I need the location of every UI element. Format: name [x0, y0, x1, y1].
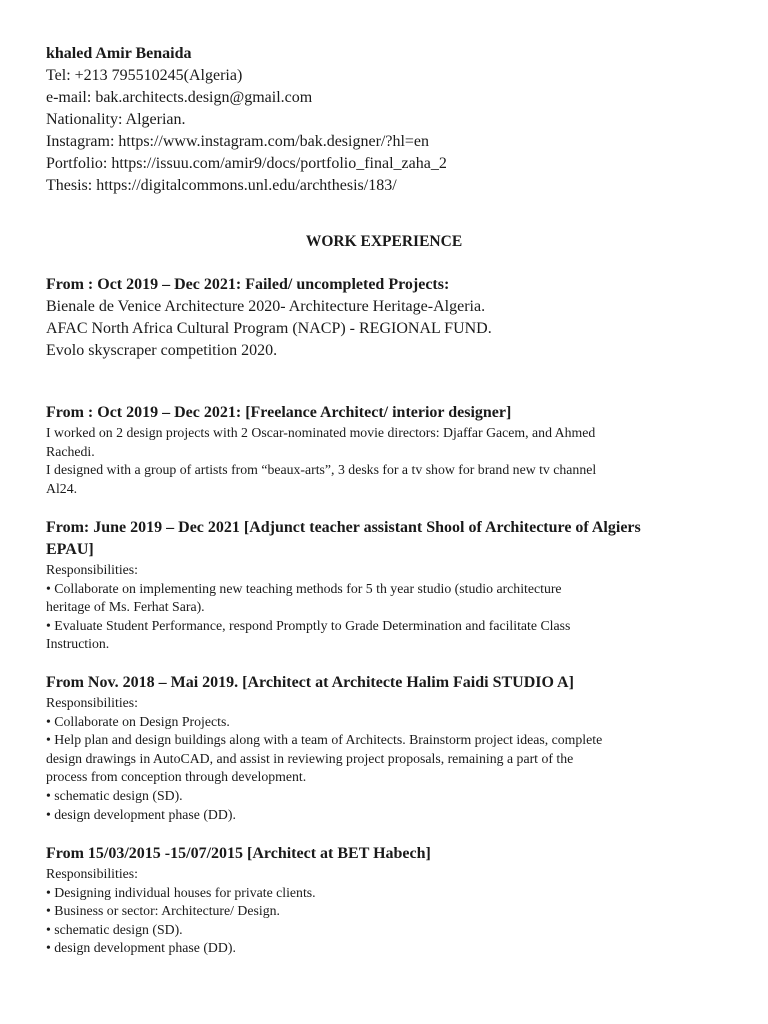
experience-line: • schematic design (SD). [46, 787, 183, 803]
experience-line: Responsibilities: [46, 695, 138, 710]
experience-line: • Help plan and design buildings along with a team of Architects. Brainstorm project ideas, complete [46, 732, 603, 748]
experience-line: • design development phase (DD). [46, 940, 236, 956]
experience-line: heritage of Ms. Ferhat Sara). [46, 599, 205, 615]
experience-line: • Evaluate Student Performance, respond Promptly to Grade Determination and facilitate Class [46, 617, 571, 633]
thesis-line: Thesis: https://digitalcommons.unl.edu/archthesis/183/ [46, 177, 397, 194]
experience-entry [46, 843, 706, 958]
experience-line: Al24. [46, 480, 78, 496]
experience-entry [46, 402, 706, 498]
instagram-line: Instagram: https://www.instagram.com/bak.designer/?hl=en [46, 133, 430, 150]
experience-line: • design development phase (DD). [46, 806, 236, 822]
experience-line: I designed with a group of artists from “beaux-arts”, 3 desks for a tv show for brand new tv channel [46, 462, 597, 478]
experience-title: From Nov. 2018 – Mai 2019. [Architect at Architecte Halim Faidi STUDIO A] [46, 674, 574, 691]
experience-entry [46, 274, 706, 362]
experience-line: Evolo skyscraper competition 2020. [46, 342, 278, 359]
experience-entry [46, 517, 706, 654]
contact-block [46, 43, 447, 197]
experience-line: • schematic design (SD). [46, 921, 183, 937]
experience-line: I worked on 2 design projects with 2 Oscar-nominated movie directors: Djaffar Gacem, and Ahmed [46, 425, 596, 440]
experience-line: Bienale de Venice Architecture 2020- Architecture Heritage-Algeria. [46, 298, 486, 315]
experience-line: • Collaborate on Design Projects. [46, 713, 230, 729]
experience-line: Rachedi. [46, 443, 95, 459]
experience-title: From : Oct 2019 – Dec 2021: [Freelance Architect/ interior designer] [46, 404, 512, 421]
experience-line: design drawings in AutoCAD, and assist in reviewing project proposals, remaining a part of the [46, 750, 574, 766]
experience-entry [46, 672, 706, 824]
experience-line: AFAC North Africa Cultural Program (NACP) - REGIONAL FUND. [46, 320, 492, 337]
experience-line: • Designing individual houses for private clients. [46, 884, 316, 900]
experience-title: From 15/03/2015 -15/07/2015 [Architect at BET Habech] [46, 845, 431, 862]
experience-line: Responsibilities: [46, 866, 138, 881]
experience-title: From: June 2019 – Dec 2021 [Adjunct teacher assistant Shool of Architecture of Algiers [46, 519, 641, 536]
experience-title: From : Oct 2019 – Dec 2021: Failed/ uncompleted Projects: [46, 276, 450, 293]
experience-line: • Business or sector: Architecture/ Design. [46, 903, 280, 919]
email-line: e-mail: bak.architects.design@gmail.com [46, 89, 313, 106]
experience-line: • Collaborate on implementing new teaching methods for 5 th year studio (studio architecture [46, 580, 562, 596]
portfolio-line: Portfolio: https://issuu.com/amir9/docs/portfolio_final_zaha_2 [46, 155, 447, 172]
section-heading-work-experience: WORK EXPERIENCE [305, 233, 463, 250]
nationality-line: Nationality: Algerian. [46, 111, 186, 128]
experience-line: Responsibilities: [46, 562, 138, 577]
phone-line: Tel: +213 795510245(Algeria) [46, 67, 243, 84]
experience-title: EPAU] [46, 541, 94, 558]
applicant-name: khaled Amir Benaida [46, 45, 192, 62]
experience-line: process from conception through development. [46, 769, 307, 785]
experience-line: Instruction. [46, 636, 110, 652]
